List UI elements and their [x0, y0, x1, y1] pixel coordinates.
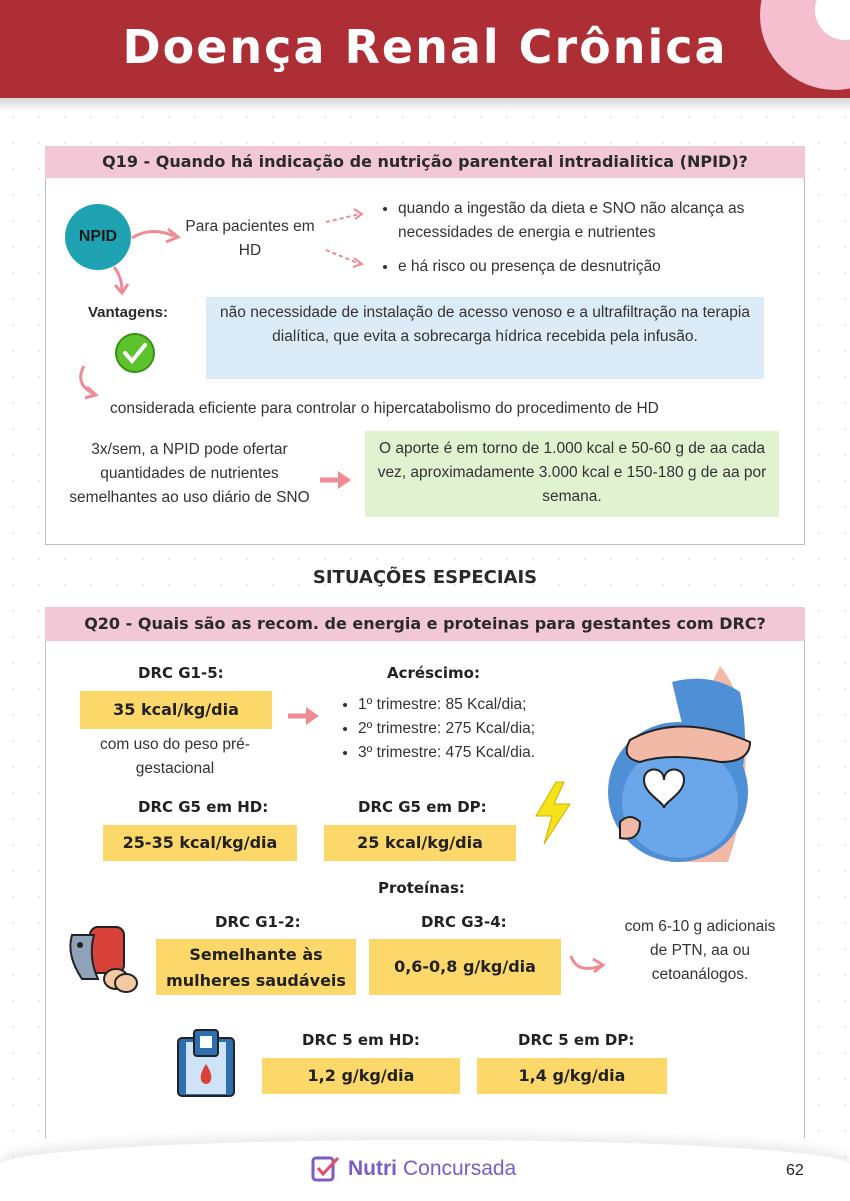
section-title: SITUAÇÕES ESPECIAIS [312, 567, 538, 588]
g15-note: com uso do peso pré-gestacional [100, 736, 250, 777]
advantages-box: não necessidade de instalação de acesso venoso e a ultrafiltração na terapia dialítica, que evita a sobrecarga hídrica recebida pela infusão. [206, 297, 764, 379]
g15-value: 35 kcal/kg/dia [80, 691, 272, 729]
g34-value: 0,6-0,8 g/kg/dia [369, 939, 561, 995]
page-header [0, 0, 850, 98]
bullet-item: • quando a ingestão da dieta e SNO não alcança as necessidades de energia e nutrientes [398, 197, 790, 245]
acrescimo-item: • 3º trimestre: 475 Kcal/dia. [358, 741, 600, 765]
weekly-text: 3x/sem, a NPID pode ofertar quantidades de nutrientes semelhantes ao uso diário de SNO [69, 441, 310, 506]
g5dp-value: 25 kcal/kg/dia [324, 825, 516, 861]
aporte-box: O aporte é em torno de 1.000 kcal e 50-60 g de aa cada vez, aproximadamente 3.000 kcal e 150-180 g de aa por semana. [365, 431, 779, 517]
g5hd-label: DRC G5 em HD: [138, 798, 269, 816]
advantages-label: Vantagens: [88, 304, 169, 321]
pregnant-woman-icon [600, 662, 760, 862]
drc5hd-value: 1,2 g/kg/dia [262, 1058, 460, 1094]
bullet-item: • e há risco ou presença de desnutrição [398, 255, 790, 279]
footer-brand [310, 1152, 516, 1186]
check-icon [114, 332, 156, 374]
dashed-arrows-icon [322, 200, 368, 272]
arrow-curve-right-icon [567, 950, 611, 980]
dialysis-bag-icon [176, 1028, 236, 1098]
protein-food-icon [64, 925, 144, 993]
lightning-icon [530, 780, 576, 846]
g12-value: Semelhante às mulheres saudáveis [156, 939, 356, 995]
brand-concursada: Concursada [403, 1157, 517, 1180]
q20-question: Q20 - Quais são as recom. de energia e proteinas para gestantes com DRC? [45, 607, 805, 641]
header-shadow [0, 98, 850, 112]
acrescimo-list [340, 693, 600, 765]
arrow-npid-down-icon [108, 265, 138, 297]
for-patients-text: Para pacientes em HD [185, 218, 315, 259]
npid-bullets [380, 197, 790, 279]
nutri-logo-icon [310, 1154, 342, 1184]
drc5dp-value: 1,4 g/kg/dia [477, 1058, 667, 1094]
g34-note: com 6-10 g adicionais de PTN, aa ou cetoanálogos. [624, 918, 776, 983]
g34-label: DRC G3-4: [421, 913, 507, 931]
arrow-right-icon [318, 468, 354, 492]
drc5dp-label: DRC 5 em DP: [518, 1031, 635, 1049]
q19-question: Q19 - Quando há indicação de nutrição parenteral intradialitica (NPID)? [45, 146, 805, 178]
drc5hd-label: DRC 5 em HD: [302, 1031, 420, 1049]
arrow-curve-icon [70, 362, 110, 402]
g5dp-label: DRC G5 em DP: [358, 798, 487, 816]
acrescimo-item: • 2º trimestre: 275 Kcal/dia; [358, 717, 600, 741]
page-title: Doença Renal Crônica [122, 20, 728, 74]
g5hd-value: 25-35 kcal/kg/dia [103, 825, 297, 861]
page-number: 62 [786, 1162, 804, 1179]
arrow-right-icon [286, 704, 322, 728]
efficient-text: considerada eficiente para controlar o hipercatabolismo do procedimento de HD [110, 400, 659, 417]
proteinas-label: Proteínas: [378, 879, 465, 897]
brand-nutri: Nutri [348, 1157, 397, 1180]
g12-label: DRC G1-2: [215, 913, 301, 931]
arrow-npid-right-icon [128, 220, 188, 250]
g15-label: DRC G1-5: [138, 664, 224, 682]
acrescimo-label: Acréscimo: [387, 664, 480, 682]
npid-badge: NPID [65, 204, 131, 270]
acrescimo-item: • 1º trimestre: 85 Kcal/dia; [358, 693, 600, 717]
